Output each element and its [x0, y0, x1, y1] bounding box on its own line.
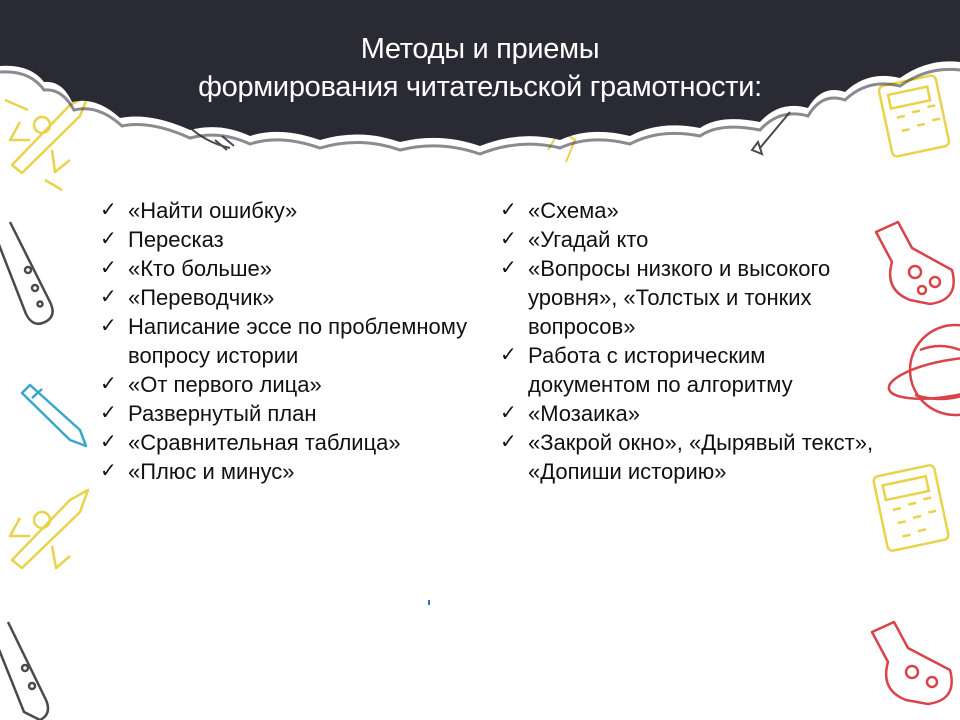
list-item: ✓ «Мозаика»	[500, 401, 640, 426]
list-item: ✓ Написание эссе по проблемному вопросу истории	[100, 314, 468, 368]
check-icon: ✓	[100, 228, 117, 250]
methods-list-left	[100, 196, 470, 486]
check-icon: ✓	[100, 373, 117, 395]
check-icon: ✓	[500, 228, 517, 250]
test-tube-icon	[0, 222, 53, 324]
list-item: ✓ «Схема»	[500, 198, 619, 223]
planet-icon	[886, 325, 960, 415]
check-icon: ✓	[100, 257, 117, 279]
check-icon: ✓	[100, 315, 117, 337]
list-item: ✓ «Кто больше»	[100, 256, 272, 281]
check-icon: ✓	[500, 257, 517, 279]
title-line-1: Методы и приемы	[360, 33, 600, 65]
check-icon: ✓	[500, 402, 517, 424]
list-item: ✓ «Плюс и минус»	[100, 459, 295, 484]
check-icon: ✓	[100, 199, 117, 221]
pencil-icon	[22, 385, 86, 446]
list-item: ✓ «Вопросы низкого и высокого уровня», «Толстых и тонких вопросов»	[500, 256, 831, 339]
list-item: ✓ «Угадай кто	[500, 227, 649, 252]
cursor-mark	[428, 600, 430, 605]
list-item: ✓ Развернутый план	[100, 401, 317, 426]
test-tube-icon	[0, 622, 48, 720]
list-item: ✓ Пересказ	[100, 227, 224, 252]
check-icon: ✓	[100, 431, 117, 453]
check-icon: ✓	[100, 460, 117, 482]
check-icon: ✓	[500, 431, 517, 453]
list-item: ✓ «От первого лица»	[100, 372, 322, 397]
title-line-2: формирования читательской грамотности:	[198, 71, 762, 103]
list-item: ✓ Работа с историческим документом по алгоритму	[500, 343, 793, 397]
check-icon: ✓	[100, 402, 117, 424]
list-item: ✓ «Найти ошибку»	[100, 198, 298, 223]
check-icon: ✓	[100, 286, 117, 308]
list-item: ✓ «Сравнительная таблица»	[100, 430, 401, 455]
check-icon: ✓	[500, 344, 517, 366]
flask-icon	[872, 622, 952, 704]
methods-list-right	[500, 196, 890, 486]
check-icon: ✓	[500, 199, 517, 221]
list-item: ✓ «Переводчик»	[100, 285, 275, 310]
rocket-icon	[10, 490, 88, 568]
slide-title	[0, 30, 960, 106]
list-item: ✓ «Закрой окно», «Дырявый текст», «Допиши историю»	[500, 430, 874, 484]
